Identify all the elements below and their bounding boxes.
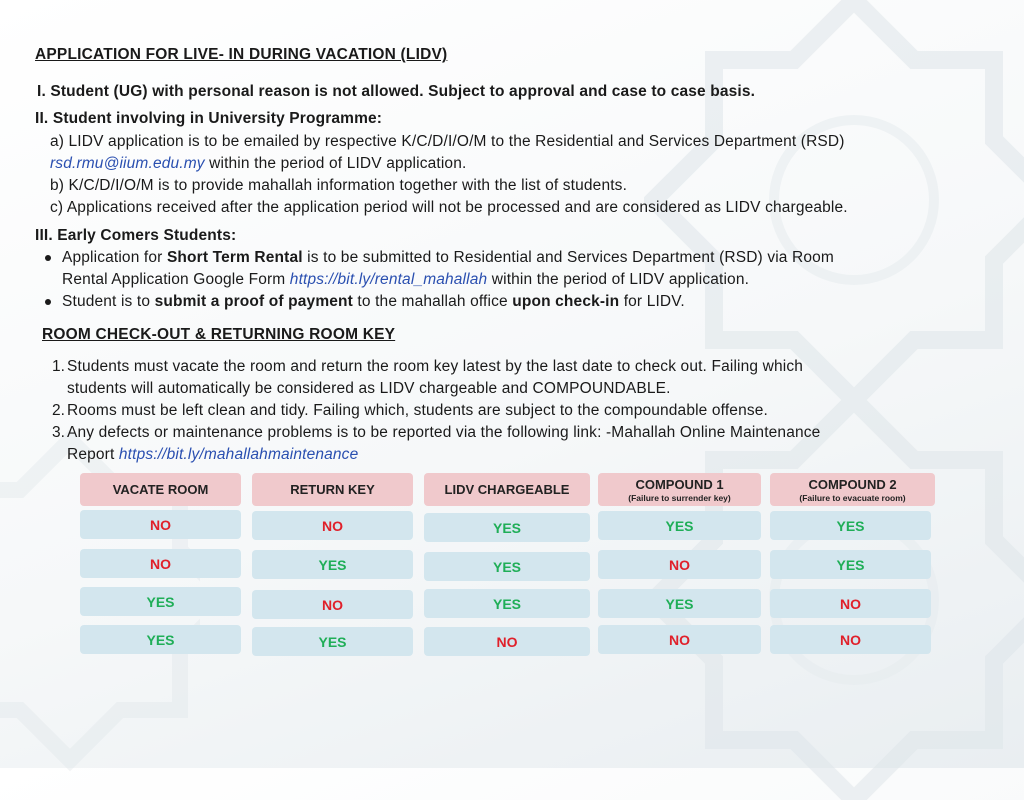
table-cell: YES bbox=[424, 513, 590, 542]
maintenance-report-link[interactable]: https://bit.ly/mahallahmaintenance bbox=[118, 446, 359, 463]
bullet-icon bbox=[45, 255, 51, 261]
b2-post: for LIDV. bbox=[619, 293, 685, 310]
lidv-section-2b: b) K/C/D/I/O/M is to provide mahallah information together with the list of students. bbox=[50, 177, 628, 194]
checkout-item-1-number: 1. bbox=[52, 358, 65, 375]
header-vacate-room bbox=[80, 473, 241, 506]
checkout-item-2-number: 2. bbox=[52, 402, 65, 419]
table-cell: NO bbox=[252, 590, 413, 619]
upon-check-in-bold: upon check-in bbox=[512, 293, 620, 310]
lidv-title: APPLICATION FOR LIVE- IN DURING VACATION (LIDV) bbox=[35, 46, 448, 63]
checkout-item-3-line2 bbox=[67, 445, 358, 465]
lidv-section-2a-line2 bbox=[50, 154, 466, 174]
bullet-icon bbox=[45, 299, 51, 305]
table-cell: YES bbox=[424, 552, 590, 581]
table-cell: YES bbox=[770, 511, 931, 540]
header-label: VACATE ROOM bbox=[112, 482, 209, 497]
b1-l2-pre: Rental Application Google Form bbox=[62, 271, 290, 288]
table-cell: YES bbox=[252, 550, 413, 579]
checkout-item-3-number: 3. bbox=[52, 424, 65, 441]
header-lidv-chargeable bbox=[424, 473, 590, 506]
b1-pre: Application for bbox=[62, 249, 167, 266]
header-label: LIDV CHARGEABLE bbox=[444, 482, 570, 497]
table-cell: YES bbox=[424, 589, 590, 618]
b2-mid: to the mahallah office bbox=[352, 293, 513, 310]
lidv-section-2a-line1: a) LIDV application is to be emailed by respective K/C/D/I/O/M to the Residential and Services Department (RSD) bbox=[50, 133, 845, 150]
section-3-roman: III bbox=[35, 227, 49, 244]
table-cell: NO bbox=[252, 511, 413, 540]
b2-pre: Student is to bbox=[62, 293, 155, 310]
header-sublabel: (Failure to evacuate room) bbox=[799, 492, 906, 503]
checkout-item-2: Rooms must be left clean and tidy. Failing which, students are subject to the compoundable offense. bbox=[67, 402, 768, 419]
rsd-email-link[interactable]: rsd.rmu@iium.edu.my bbox=[50, 155, 205, 172]
table-cell: NO bbox=[598, 625, 761, 654]
rental-form-link[interactable]: https://bit.ly/rental_mahallah bbox=[289, 271, 488, 288]
header-compound-1 bbox=[598, 473, 761, 506]
b1-post: is to be submitted to Residential and Services Department (RSD) via Room bbox=[302, 249, 834, 266]
lidv-section-2a-text: within the period of LIDV application. bbox=[204, 155, 467, 172]
lidv-section-2c: c) Applications received after the application period will not be processed and are considered as LIDV chargeable. bbox=[50, 199, 848, 216]
proof-of-payment-bold: submit a proof of payment bbox=[154, 293, 353, 310]
table-cell: YES bbox=[598, 511, 761, 540]
early-comers-bullet-1-line1 bbox=[62, 248, 834, 268]
header-label: COMPOUND 2 bbox=[808, 476, 897, 492]
short-term-rental-bold: Short Term Rental bbox=[166, 249, 303, 266]
header-compound-2 bbox=[770, 473, 935, 506]
checkout-item-3-line1: Any defects or maintenance problems is to be reported via the following link: -Mahallah Online Maintenance bbox=[67, 424, 821, 441]
checkout-item-1-line1: Students must vacate the room and return the room key latest by the last date to check out. Failing which bbox=[67, 358, 804, 375]
table-cell: YES bbox=[80, 587, 241, 616]
table-cell: YES bbox=[770, 550, 931, 579]
checkout-title: ROOM CHECK-OUT & RETURNING ROOM KEY bbox=[42, 326, 396, 343]
table-cell: NO bbox=[80, 510, 241, 539]
lidv-section-3-title bbox=[35, 226, 236, 246]
table-cell: YES bbox=[598, 589, 761, 618]
early-comers-bullet-2 bbox=[62, 292, 685, 312]
header-label: COMPOUND 1 bbox=[635, 476, 724, 492]
table-cell: NO bbox=[424, 627, 590, 656]
section-3-title-text: . Early Comers Students: bbox=[48, 227, 237, 244]
table-cell: YES bbox=[252, 627, 413, 656]
checkout-item-1-line2: students will automatically be considered as LIDV chargeable and COMPOUNDABLE. bbox=[67, 380, 671, 397]
i3-l2-pre: Report bbox=[67, 446, 119, 463]
header-return-key bbox=[252, 473, 413, 506]
early-comers-bullet-1-line2 bbox=[62, 270, 749, 290]
lidv-section-2-title: II. Student involving in University Programme: bbox=[35, 110, 383, 127]
lidv-section-1: I. Student (UG) with personal reason is not allowed. Subject to approval and case to case basis. bbox=[37, 83, 756, 100]
header-label: RETURN KEY bbox=[290, 482, 375, 497]
table-cell: YES bbox=[80, 625, 241, 654]
b1-l2-post: within the period of LIDV application. bbox=[487, 271, 750, 288]
table-cell: NO bbox=[598, 550, 761, 579]
table-cell: NO bbox=[80, 549, 241, 578]
table-cell: NO bbox=[770, 625, 931, 654]
header-sublabel: (Failure to surrender key) bbox=[628, 492, 731, 503]
table-cell: NO bbox=[770, 589, 931, 618]
